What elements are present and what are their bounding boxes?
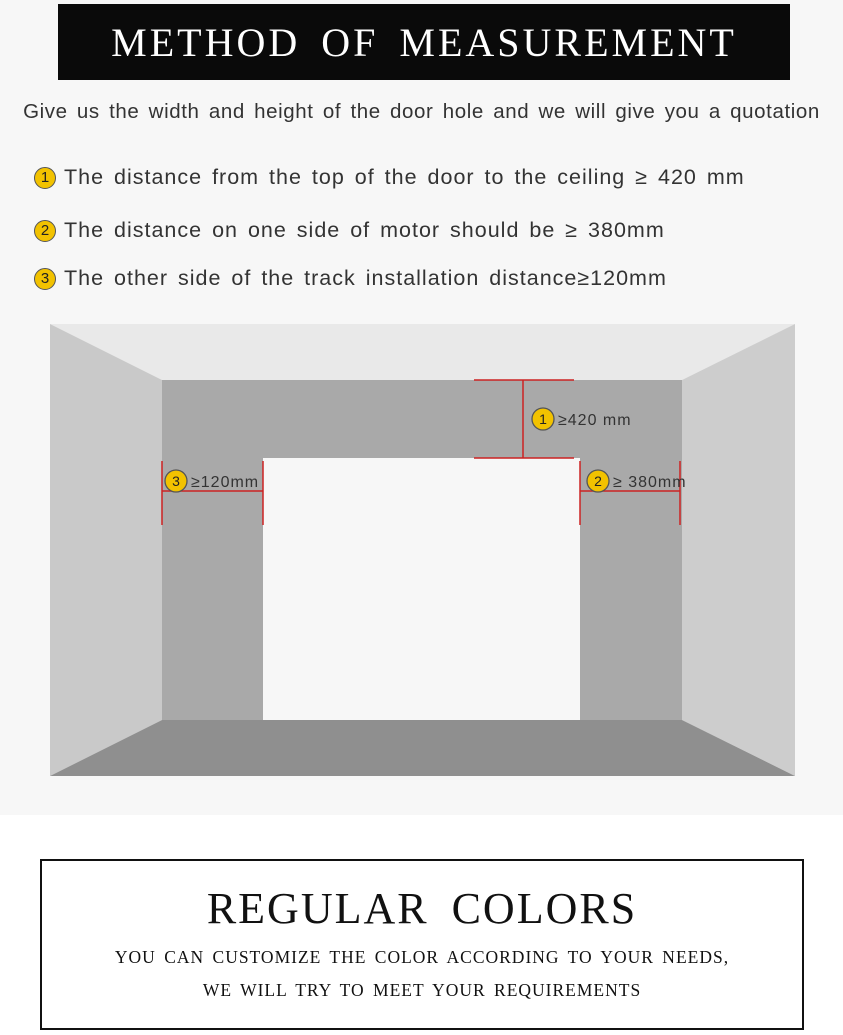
number-badge-3: 3 [34,268,56,290]
regular-colors-title: REGULAR COLORS [206,884,638,933]
diagram-badge-3-number: 3 [172,473,180,489]
number-badge-2: 2 [34,220,56,242]
ceiling-plane [50,324,795,380]
page-title: METHOD OF MEASUREMENT [111,19,737,65]
requirement-text: The distance on one side of motor should be ≥ 380mm [64,218,665,242]
requirement-text: The other side of the track installation distance≥120mm [64,266,667,290]
floor-plane [50,720,795,776]
door-opening [263,458,580,720]
diagram-badge-2-number: 2 [594,473,602,489]
right-wall [682,324,795,776]
requirement-text: The distance from the top of the door to the ceiling ≥ 420 mm [64,165,745,189]
intro-text: Give us the width and height of the door hole and we will give you a quotation [23,100,820,123]
regular-colors-box [40,859,804,1030]
top-dimension-label: ≥420 mm [558,412,632,429]
diagram-badge-1-number: 1 [539,411,547,427]
colors-subtitle-line-1: YOU CAN CUSTOMIZE THE COLOR ACCORDING TO YOUR NEEDS, [114,947,730,967]
left-wall [50,324,162,776]
number-badge-1: 1 [34,167,56,189]
right-dimension-label: ≥ 380mm [613,474,687,491]
left-dimension-label: ≥120mm [191,474,260,491]
colors-subtitle-line-2: WE WILL TRY TO MEET YOUR REQUIREMENTS [202,980,642,1000]
